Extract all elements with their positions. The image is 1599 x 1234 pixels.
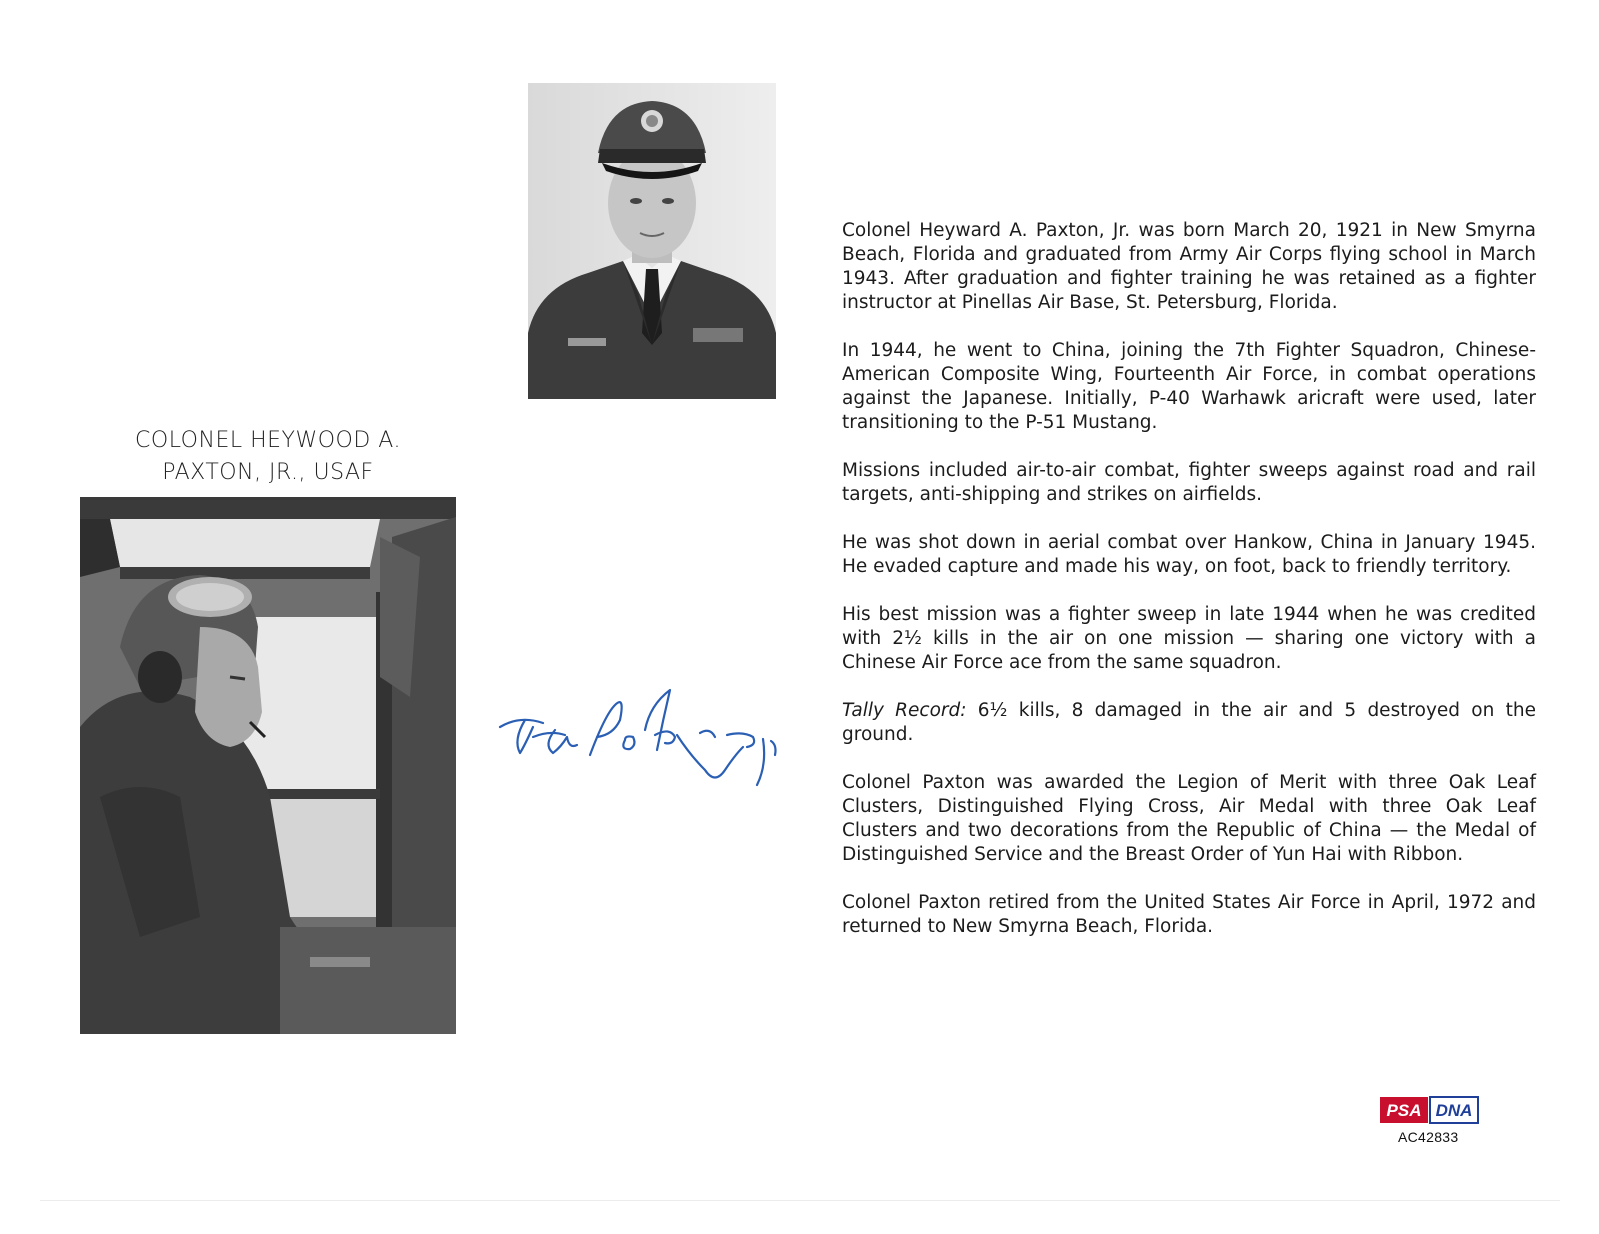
bio-paragraph-5: His best mission was a fighter sweep in late 1944 when he was credited with 2½ kills in the air on one mission — sharing one victory with a Chinese Air Force ace from the same squadron. <box>842 604 1536 673</box>
authentication-code: AC42833 <box>1398 1129 1459 1145</box>
bio-paragraph-8: Colonel Paxton retired from the United States Air Force in April, 1972 and returned to New Smyrna Beach, Florida. <box>842 892 1536 937</box>
bio-paragraph-6 <box>842 699 1536 747</box>
subject-name <box>80 425 456 489</box>
bio-paragraph-7: Colonel Paxton was awarded the Legion of Merit with three Oak Leaf Clusters, Distinguished Flying Cross, Air Medal with three Oak Leaf Clusters and two decorations from the Republic of China — the Medal of Distinguished Service and the Breast Order of Yun Hai with Ribbon. <box>842 772 1536 865</box>
signature-text: H A Paxton Jr <box>495 660 599 679</box>
tally-record-text: 6½ kills, 8 damaged in the air and 5 destroyed on the ground. <box>842 700 1536 745</box>
bio-paragraph-4: He was shot down in aerial combat over Hankow, China in January 1945. He evaded capture and made his way, on foot, back to friendly territory. <box>842 532 1536 577</box>
cockpit-photo <box>80 497 456 1034</box>
svg-text:PSA: PSA <box>1386 1101 1422 1120</box>
bio-paragraph-1: Colonel Heyward A. Paxton, Jr. was born March 20, 1921 in New Smyrna Beach, Florida and graduated from Army Air Corps flying school in March 1943. After graduation and fighter training he was retained as a fighter instructor at Pinellas Air Base, St. Petersburg, Florida. <box>842 220 1536 313</box>
bio-paragraph-3: Missions included air-to-air combat, fighter sweeps against road and rail targets, anti-shipping and strikes on airfields. <box>842 460 1536 505</box>
tally-record-label: Tally Record: <box>842 700 967 721</box>
portrait-photo <box>528 83 776 399</box>
subject-name-line-1: COLONEL HEYWOOD A. <box>135 428 401 453</box>
autograph-signature <box>495 660 795 795</box>
biography <box>842 219 1536 963</box>
svg-text:DNA: DNA <box>1435 1101 1473 1120</box>
psa-dna-logo <box>1380 1097 1478 1123</box>
subject-name-line-2: PAXTON, JR., USAF <box>162 460 374 485</box>
bio-paragraph-2: In 1944, he went to China, joining the 7th Fighter Squadron, Chinese-American Composite Wing, Fourteenth Air Force, in combat operations against the Japanese. Initially, P-40 Warhawk aricraft were used, later transitioning to the P-51 Mustang. <box>842 340 1536 433</box>
page-edge-divider <box>40 1200 1560 1201</box>
